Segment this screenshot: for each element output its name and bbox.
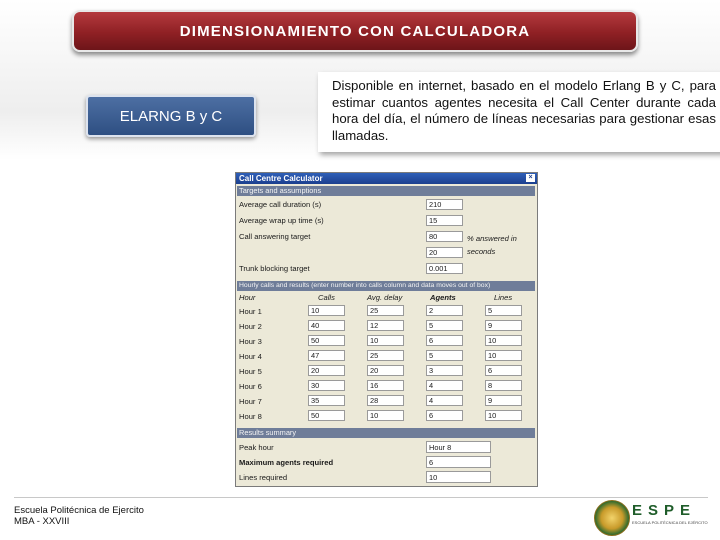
agents-field: 4 — [426, 395, 463, 406]
result-label: Peak hour — [239, 443, 274, 452]
avg-delay-field: 20 — [367, 365, 404, 376]
avg-delay-field: 25 — [367, 350, 404, 361]
espe-logo-subtext: ESCUELA POLITÉCNICA DEL EJÉRCITO — [632, 520, 708, 525]
lines-field: 10 — [485, 335, 522, 346]
agents-field: 5 — [426, 350, 463, 361]
hour-label: Hour 5 — [239, 367, 262, 376]
hour-label: Hour 7 — [239, 397, 262, 406]
lines-field: 9 — [485, 395, 522, 406]
lines-field: 5 — [485, 305, 522, 316]
average-call-duration-field[interactable]: 210 — [426, 199, 463, 210]
avg-delay-field: 10 — [367, 335, 404, 346]
window-title: Call Centre Calculator — [239, 174, 323, 183]
call-answering-target-percent-field[interactable]: 80 — [426, 231, 463, 242]
column-header-agents: Agents — [430, 293, 456, 302]
maximum-agents-value: 6 — [426, 456, 491, 468]
lines-field: 10 — [485, 410, 522, 421]
calls-field[interactable]: 47 — [308, 350, 345, 361]
result-label: Maximum agents required — [239, 458, 334, 467]
slide-title: DIMENSIONAMIENTO CON CALCULADORA — [179, 22, 531, 40]
hour-label: Hour 6 — [239, 382, 262, 391]
percent-answered-note: % answered in — [467, 234, 517, 243]
espe-logo-text: ESPE — [632, 502, 697, 519]
close-icon[interactable]: × — [526, 174, 535, 182]
avg-delay-field: 25 — [367, 305, 404, 316]
avg-delay-field: 12 — [367, 320, 404, 331]
calls-field[interactable]: 40 — [308, 320, 345, 331]
calls-field[interactable]: 35 — [308, 395, 345, 406]
lines-field: 10 — [485, 350, 522, 361]
agents-field: 4 — [426, 380, 463, 391]
avg-delay-field: 16 — [367, 380, 404, 391]
seal-icon — [594, 500, 630, 536]
hour-label: Hour 4 — [239, 352, 262, 361]
result-label: Lines required — [239, 473, 288, 482]
agents-field: 6 — [426, 335, 463, 346]
espe-logo — [594, 500, 712, 536]
results-section-header: Results summary — [237, 428, 535, 438]
trunk-blocking-target-field[interactable]: 0.001 — [426, 263, 463, 274]
footer-program: MBA - XXVIII — [14, 516, 70, 527]
target-label: Average call duration (s) — [239, 200, 322, 209]
average-wrap-up-time-field[interactable]: 15 — [426, 215, 463, 226]
column-header-calls: Calls — [318, 293, 335, 302]
peak-hour-value: Hour 8 — [426, 441, 491, 453]
agents-field: 3 — [426, 365, 463, 376]
call-centre-calculator-window — [235, 172, 538, 487]
calls-field[interactable]: 50 — [308, 335, 345, 346]
calls-field[interactable]: 10 — [308, 305, 345, 316]
target-label: Call answering target — [239, 232, 311, 241]
target-label: Trunk blocking target — [239, 264, 310, 273]
targets-section-header: Targets and assumptions — [237, 186, 535, 196]
description-text: Disponible en internet, basado en el modelo Erlang B y C, para estimar cuantos agentes necesita el Call Center durante cada hora del día, el número de líneas necesarias para gestionar esas llamadas. — [332, 78, 716, 143]
seconds-note: seconds — [467, 247, 496, 256]
hour-label: Hour 8 — [239, 412, 262, 421]
footer-divider — [14, 497, 708, 498]
target-label: Average wrap up time (s) — [239, 216, 324, 225]
subtitle-pill — [86, 95, 256, 137]
hour-label: Hour 1 — [239, 307, 262, 316]
slide-title-banner — [72, 10, 638, 52]
footer-institution: Escuela Politécnica de Ejercito — [14, 505, 144, 516]
agents-field: 5 — [426, 320, 463, 331]
lines-required-value: 10 — [426, 471, 491, 483]
avg-delay-field: 28 — [367, 395, 404, 406]
lines-field: 6 — [485, 365, 522, 376]
footer — [14, 505, 144, 527]
avg-delay-field: 10 — [367, 410, 404, 421]
calls-field[interactable]: 20 — [308, 365, 345, 376]
column-header-lines: Lines — [494, 293, 513, 302]
hour-label: Hour 2 — [239, 322, 262, 331]
subtitle-text: ELARNG B y C — [119, 107, 223, 125]
call-answering-target-seconds-field[interactable]: 20 — [426, 247, 463, 258]
agents-field: 2 — [426, 305, 463, 316]
lines-field: 8 — [485, 380, 522, 391]
agents-field: 6 — [426, 410, 463, 421]
description-box — [318, 72, 720, 152]
column-header-avg-delay: Avg. delay — [367, 293, 403, 302]
calls-field[interactable]: 30 — [308, 380, 345, 391]
lines-field: 9 — [485, 320, 522, 331]
column-header-hour: Hour — [239, 293, 256, 302]
window-titlebar — [236, 173, 537, 184]
hour-label: Hour 3 — [239, 337, 262, 346]
calls-field[interactable]: 50 — [308, 410, 345, 421]
hourly-section-header: Hourly calls and results (enter number into calls column and data moves out of box) — [237, 281, 535, 291]
